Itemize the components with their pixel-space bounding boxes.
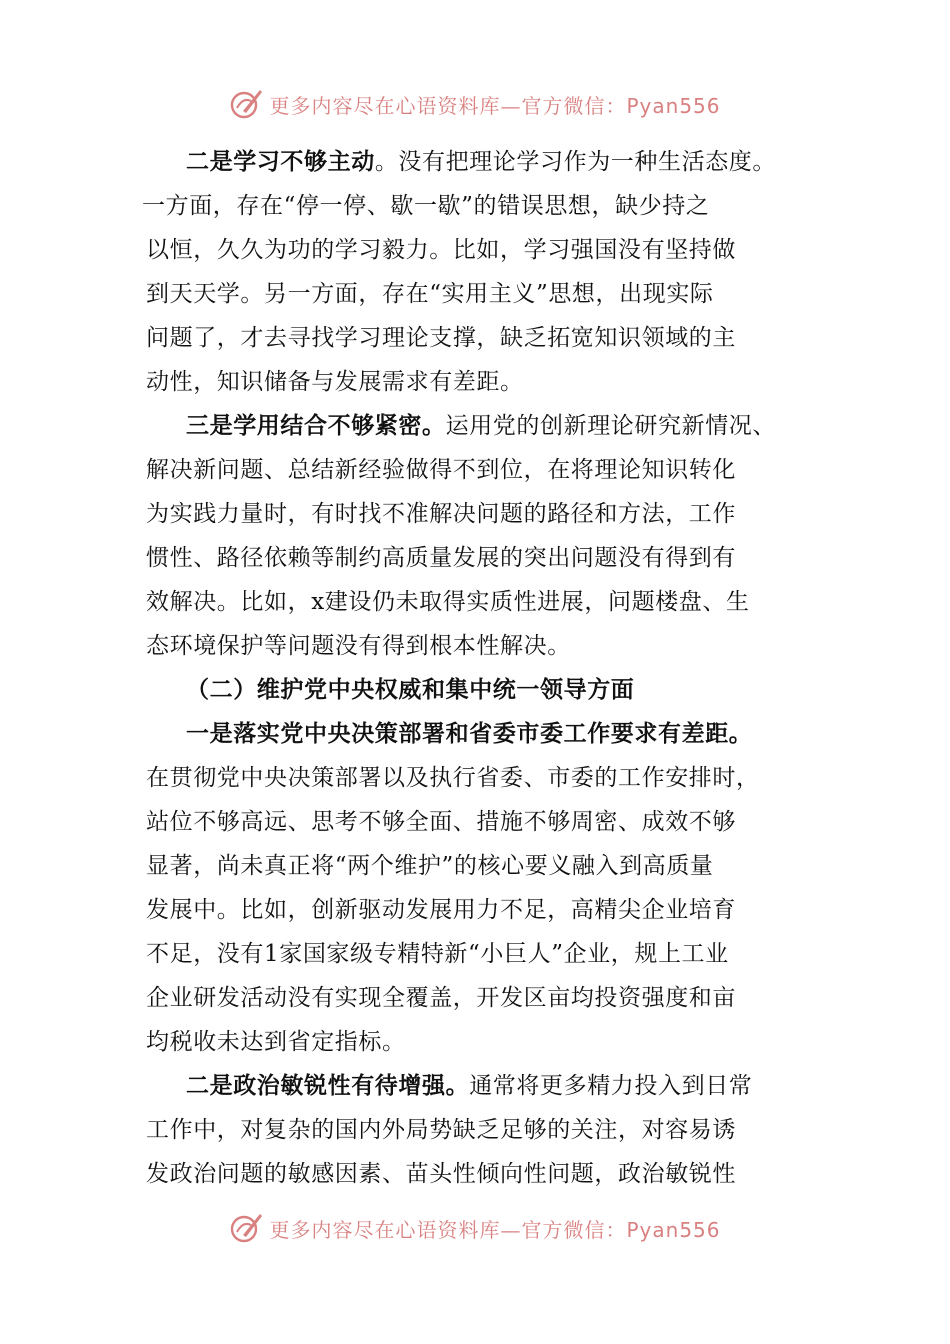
paragraph-line: 发政治问题的敏感因素、苗头性倾向性问题，政治敏锐性 — [146, 1161, 736, 1187]
paragraph-line: 一方面，存在“停一停、歇一歇”的错误思想，缺少持之 — [142, 193, 710, 219]
paragraph-line: 态环境保护等问题没有得到根本性解决。 — [146, 633, 571, 659]
paragraph-line: 三是学用结合不够紧密。运用党的创新理论研究新情况、 — [186, 412, 777, 439]
paragraph-line: 到天天学。另一方面，存在“实用主义”思想，出现实际 — [146, 281, 714, 307]
paragraph-line: 以恒，久久为功的学习毅力。比如，学习强国没有坚持做 — [146, 237, 736, 263]
paragraph-line: 企业研发活动没有实现全覆盖，开发区亩均投资强度和亩 — [146, 985, 736, 1011]
paragraph-line: 发展中。比如，创新驱动发展用力不足，高精尖企业培育 — [146, 897, 736, 923]
paragraph-line: 显著，尚未真正将“两个维护”的核心要义融入到高质量 — [146, 853, 714, 879]
paragraph-line: 在贯彻党中央决策部署以及执行省委、市委的工作安排时， — [146, 765, 760, 791]
paragraph-line: 工作中，对复杂的国内外局势缺乏足够的关注，对容易诱 — [146, 1117, 736, 1143]
paragraph-line: 动性，知识储备与发展需求有差距。 — [146, 369, 524, 395]
paragraph-line: 惯性、路径依赖等制约高质量发展的突出问题没有得到有 — [146, 545, 736, 571]
paragraph-line: 站位不够高远、思考不够全面、措施不够周密、成效不够 — [146, 809, 736, 835]
paragraph-line: 问题了，才去寻找学习理论支撑，缺乏拓宽知识领域的主 — [146, 325, 736, 351]
paragraph-line: 二是政治敏锐性有待增强。通常将更多精力投入到日常 — [186, 1072, 753, 1099]
paragraph-line: 二是学习不够主动。没有把理论学习作为一种生活态度。 — [186, 148, 777, 175]
watermark-text: 更多内容尽在心语资料库—官方微信：Pyan556 — [269, 93, 721, 118]
paragraph-line: 解决新问题、总结新经验做得不到位，在将理论知识转化 — [146, 457, 736, 483]
watermark-header — [0, 84, 950, 124]
pen-logo-icon — [229, 87, 263, 121]
paragraph-line: 一是落实党中央决策部署和省委市委工作要求有差距。 — [186, 720, 753, 747]
paragraph-line: 不足，没有1家国家级专精特新“小巨人”企业，规上工业 — [146, 941, 729, 967]
watermark-footer — [0, 1208, 950, 1248]
section-heading: （二）维护党中央权威和集中统一领导方面 — [186, 676, 635, 703]
watermark-text: 更多内容尽在心语资料库—官方微信：Pyan556 — [269, 1217, 721, 1242]
document-body — [142, 140, 826, 1196]
paragraph-line: 均税收未达到省定指标。 — [146, 1029, 406, 1055]
paragraph-line: 为实践力量时，有时找不准解决问题的路径和方法，工作 — [146, 501, 736, 527]
paragraph-line: 效解决。比如，x建设仍未取得实质性进展，问题楼盘、生 — [146, 589, 750, 615]
pen-logo-icon — [229, 1211, 263, 1245]
